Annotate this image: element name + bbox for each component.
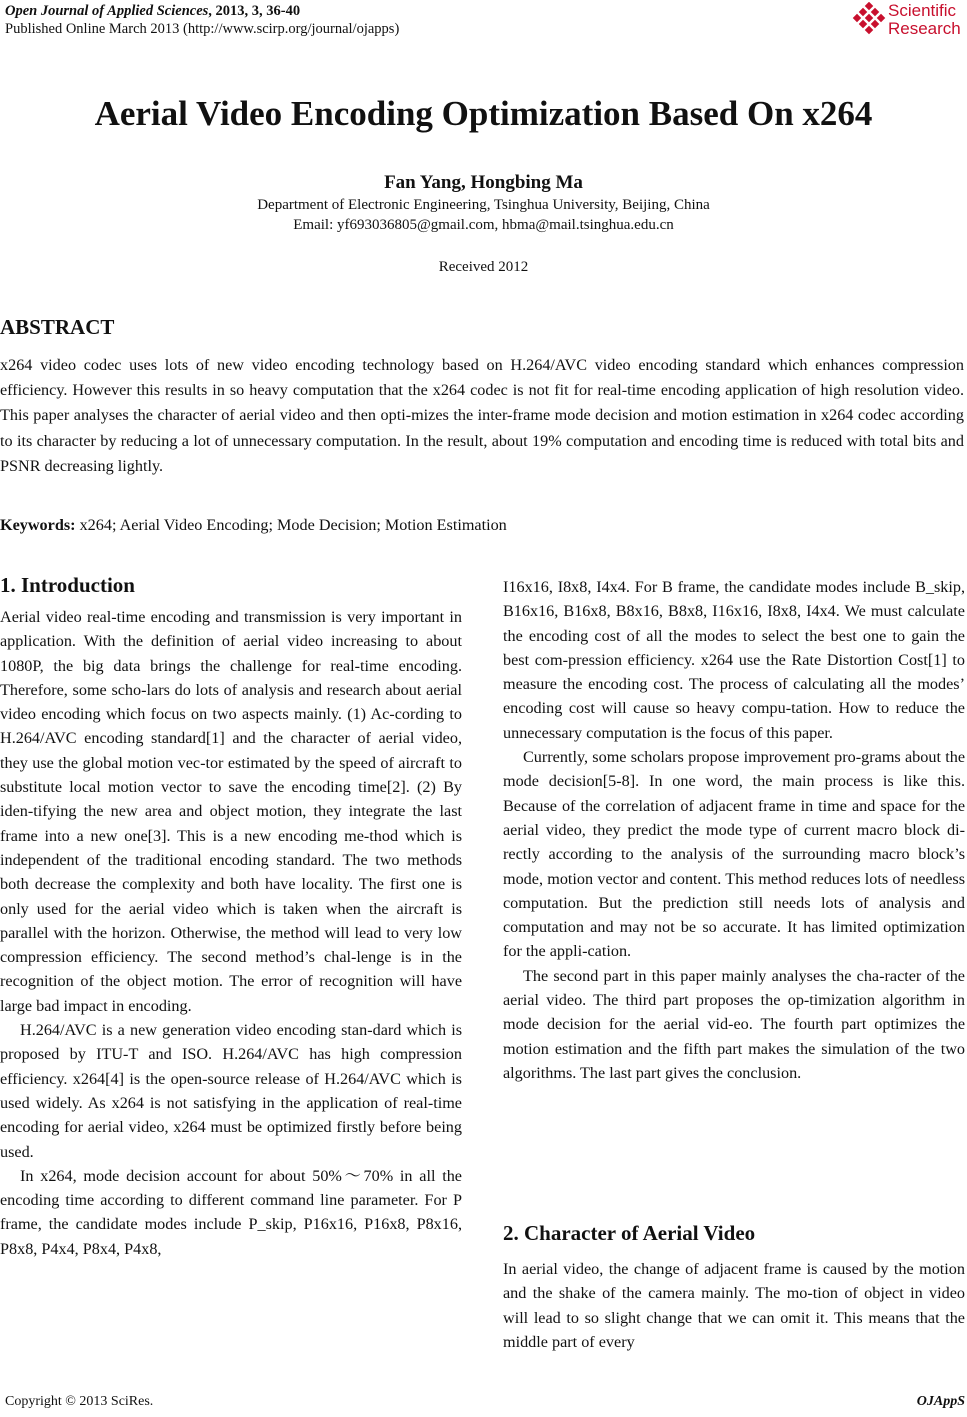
paragraph: Currently, some scholars propose improvement pro-grams about the mode decision[5-8]. In one word, the main process is like this. Because of the correlation of adjacent frame in time and space for the aerial video, they predict the mode type of current macro block di-rectly according to the analysis of the surrounding macro block’s mode, motion vector and content. This method reduces lots of needless computation. But the prediction still needs lots of analysis and computation and may not be so accurate. It has limited optimization for the appli-cation.: [503, 748, 965, 961]
copyright-footer: Copyright © 2013 SciRes.: [5, 1394, 154, 1409]
right-column: [503, 575, 965, 1085]
author-email: Email: yf693036805@gmail.com, hbma@mail.tsinghua.edu.cn: [293, 217, 674, 233]
paragraph: The second part in this paper mainly analyses the cha-racter of the aerial video. The third part proposes the op-timization algorithm in mode decision for the aerial vid-eo. The fourth part optimizes the motion estimation and the fifth part makes the simulation of the two algorithms. The last part gives the conclusion.: [503, 966, 965, 1082]
received-date: Received 2012: [438, 259, 529, 275]
author-affiliation: Department of Electronic Engineering, Tsinghua University, Beijing, China: [257, 197, 710, 213]
section-heading-introduction: 1. Introduction: [0, 573, 135, 597]
abstract-text: x264 video codec uses lots of new video encoding technology based on H.264/AVC video encoding standard which enhances compression efficiency. However this results in so heavy computation that the x264 codec is not fit for real-time encoding application of high resolution video. This paper analyses the character of aerial video and then opti-mizes the inter-frame mode decision and motion estimation in x264 codec according to its character by reducing a lot of unnecessary computation. In the result, about 19% computation and encoding time is reduced with total bits and PSNR decreasing lightly.: [0, 356, 964, 475]
paragraph: H.264/AVC is a new generation video encoding stan-dard which is proposed by ITU-T and ISO. H.264/AVC has high compression efficiency. x264[4] is the open-source release of H.264/AVC which is used widely. As x264 is not satisfying in the application of real-time encoding for aerial video, x264 must be optimized firstly before being used.: [0, 1021, 462, 1161]
paper-authors: Fan Yang, Hongbing Ma: [384, 172, 583, 193]
logo-mark-icon: [852, 2, 886, 40]
keywords-line: [0, 514, 964, 536]
journal-name: Open Journal of Applied Sciences: [5, 3, 209, 19]
paragraph: Aerial video real-time encoding and transmission is very important in application. With the definition of aerial video increasing to about 1080P, the big data brings the challenge for real-time encoding. Therefore, some scho-lars do lots of analysis and research about aerial video encoding which focus on two aspects mainly. (1) Ac-cording to H.264/AVC encoding standard[1] and the character of aerial video, they use the global motion vec-tor estimated by the speed of aircraft to substitute local motion vector to save the encoding time[2]. (2) By iden-tifying the new area and object motion, they integrate the last frame into a new one[3]. This is a new encoding me-thod which is independent of the traditional encoding standard. The two methods both decrease the complexity and both have locality. The first one is only used for the aerial video which is taken when the aircraft is parallel with the horizon. Otherwise, the method will lead to very low compression efficiency. The second method’s chal-lenge is in the recognition of the object motion. The error of recognition will have large bad impact in encoding.: [0, 608, 462, 1015]
keywords-list: x264; Aerial Video Encoding; Mode Decision; Motion Estimation: [75, 516, 507, 534]
paragraph: In x264, mode decision account for about 50%～70% in all the encoding time according to different command line parameter. For P frame, the candidate modes include P_skip, P16x16, P16x8, P8x16, P8x8, P4x4, P8x4, P4x8,: [0, 1166, 462, 1258]
journal-header: [5, 3, 300, 20]
left-column: [0, 605, 462, 1261]
logo-line-2: Research: [888, 19, 961, 38]
paragraph: I16x16, I8x8, I4x4. For B frame, the candidate modes include B_skip, B16x16, B16x8, B8x16, B8x8, I16x16, I8x8, I4x4. We must calculate the encoding cost of all the modes to select the best one to gain the best com-pression efficiency. x264 use the Rate Distortion Cost[1] to measure the encoding cost. The process of calculating all the modes’ encoding cost will cause so heavy compu-tation. How to reduce the unnecessary computation is the focus of this paper.: [503, 578, 965, 742]
keywords-label: Keywords:: [0, 516, 76, 534]
right-column-section-2: [503, 1257, 965, 1354]
abstract-heading: ABSTRACT: [0, 315, 115, 339]
publisher-logo: [852, 2, 967, 42]
paragraph: In aerial video, the change of adjacent frame is caused by the motion and the shake of the camera mainly. The mo-tion of object in video will lead to so slight change that we can omit it. This means that the middle part of every: [503, 1260, 965, 1351]
publication-info: Published Online March 2013 (http://www.scirp.org/journal/ojapps): [5, 21, 400, 37]
logo-line-1: Scientific: [888, 1, 957, 20]
section-heading-character: 2. Character of Aerial Video: [503, 1221, 756, 1245]
logo-text: [888, 2, 961, 38]
journal-abbreviation: OJAppS: [916, 1394, 965, 1409]
journal-volume: , 2013, 3, 36-40: [208, 3, 301, 19]
paper-title: Aerial Video Encoding Optimization Based On x264: [94, 94, 873, 133]
